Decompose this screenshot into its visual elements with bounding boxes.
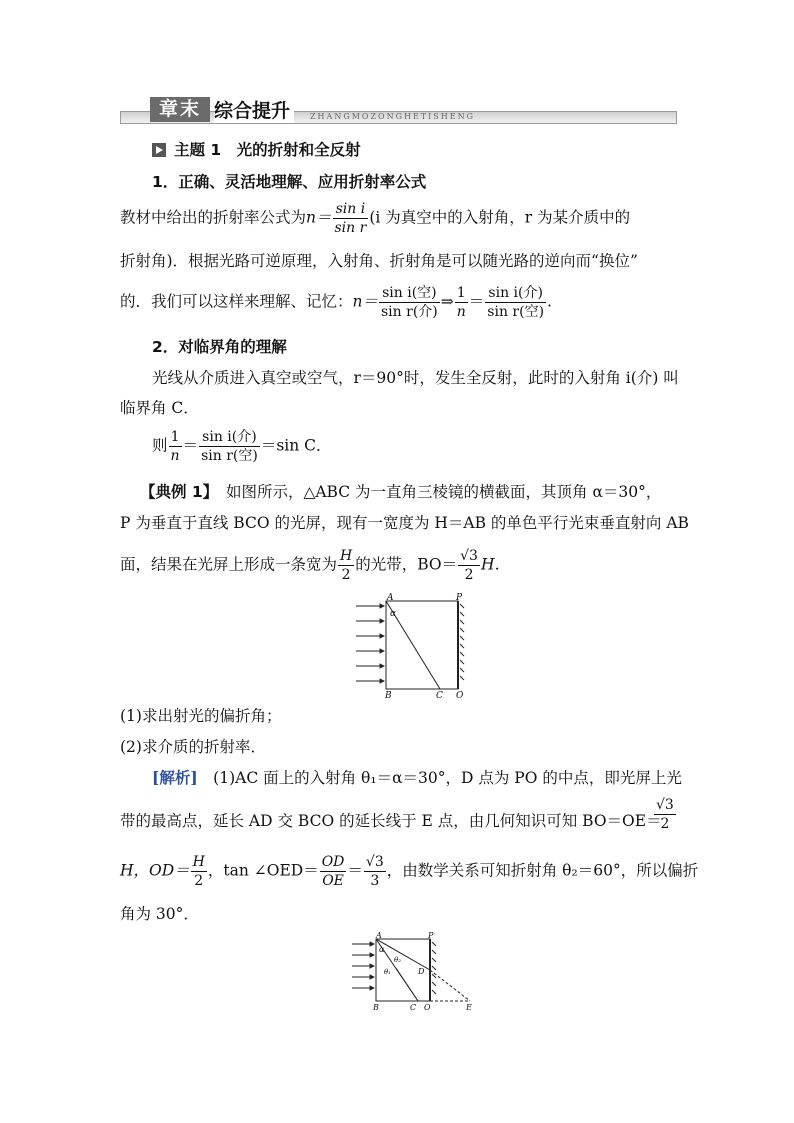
section2-heading: 2．对临界角的理解 — [152, 338, 287, 356]
fig2-label-alpha: α — [379, 945, 385, 954]
section1-line1: 教材中给出的折射率公式为n＝ $\frac{\text{sin i}}{\text{sin r}}$ (i 为真空中的入射角，r 为某介质中的 — [120, 201, 631, 236]
label-O: O — [456, 691, 464, 698]
topic-heading — [152, 140, 361, 160]
prism-figure-2 — [348, 930, 480, 1012]
play-triangle-icon — [152, 143, 166, 157]
fig2-label-C: C — [410, 1003, 417, 1012]
fig2-label-theta2: θ₂ — [394, 956, 402, 964]
analysis-line4: 角为 30°． — [120, 905, 199, 923]
fig2-label-B: B — [373, 1003, 379, 1012]
section1-line3: 的．我们可以这样来理解、记忆：n＝ $\frac{\text{sin i(空)}}{\text{sin r(介)}}$ ⇒ $\frac{1}{n}$ ＝ $\frac{\text{sin i(介)}}{\text{sin r(空)}}$ . — [120, 285, 552, 320]
banner-box-label: 章末 — [150, 97, 210, 122]
question-1: (1)求出射光的偏折角； — [120, 707, 282, 725]
fig2-label-E: E — [466, 1003, 472, 1012]
label-P: P — [456, 593, 463, 603]
analysis-line2: 带的最高点，延长 AD 交 BCO 的延长线于 E 点，由几何知识可知 BO＝OE＝ — [120, 812, 662, 830]
analysis-tag: [解析] — [152, 768, 198, 787]
fig2-label-A: A — [376, 931, 382, 940]
banner-pinyin: ZHANGMOZONGHETISHENG — [310, 112, 475, 121]
analysis-line3: H，OD＝ $\frac{H}{2}$ ，tan ∠OED＝ $\frac{OD}{OE}$ ＝ $\frac{√3}{3}$ ，由数学关系可知折射角 θ₂＝60°，所以偏折 — [120, 854, 699, 889]
label-C: C — [436, 691, 443, 698]
formula-air-medium: $\frac{\text{sin i(空)}}{\text{sin r(介)}}$ — [381, 285, 438, 320]
fig2-label-theta1: θ₁ — [384, 968, 392, 976]
example-tag: 【典例 1】 — [140, 483, 211, 501]
question-2: (2)求介质的折射率． — [120, 738, 266, 756]
section2-line2: 临界角 C． — [120, 399, 199, 417]
formula-medium-air: $\frac{\text{sin i(介)}}{\text{sin r(空)}}$ — [487, 285, 545, 320]
prism-figure-1 — [352, 592, 472, 698]
fig2-label-P: P — [428, 931, 434, 940]
section1-line2: 折射角)．根据光路可逆原理，入射角、折射角是可以随光路的逆向而“换位” — [120, 252, 638, 270]
banner-title: 综合提升 — [214, 96, 294, 123]
label-A: A — [387, 593, 394, 603]
example-line1: 【典例 1】 如图所示，△ABC 为一直角三棱镜的横截面，其顶角 α＝30°， — [140, 483, 662, 501]
label-alpha: α — [390, 609, 397, 619]
fig2-label-D: D — [418, 967, 425, 976]
incident-rays — [356, 604, 384, 683]
analysis-line1: [解析] (1)AC 面上的入射角 θ₁＝α＝30°，D 点为 PO 的中点，即光屏上光 — [152, 768, 682, 787]
example-line2: P 为垂直于直线 BCO 的光屏，现有一宽度为 H＝AB 的单色平行光束垂直射向 AB — [120, 514, 689, 532]
analysis-sqrt3-frac: $\frac{√3}{2}$ — [656, 797, 674, 832]
topic-label: 主题 1 光的折射和全反射 — [174, 141, 361, 159]
fig2-label-O: O — [424, 1003, 431, 1012]
refraction-formula: $\frac{\text{sin i}}{\text{sin r}}$ — [334, 201, 367, 236]
formula-one-over-n: $\frac{1}{n}$ — [456, 285, 466, 320]
critical-angle-formula: 则 $\frac{1}{n}$ ＝ $\frac{\text{sin i(介)}}{\text{sin r(空)}}$ ＝sin C． — [152, 429, 332, 464]
section2-line1: 光线从介质进入真空或空气，r＝90°时，发生全反射，此时的入射角 i(介) 叫 — [152, 369, 679, 387]
chapter-banner — [120, 95, 675, 127]
example-line3: 面，结果在光屏上形成一条宽为 $\frac{H}{2}$ 的光带，BO＝ $\frac{√3}{2}$ H． — [120, 548, 510, 583]
section1-heading: 1．正确、灵活地理解、应用折射率公式 — [152, 173, 427, 191]
label-B: B — [385, 691, 392, 698]
